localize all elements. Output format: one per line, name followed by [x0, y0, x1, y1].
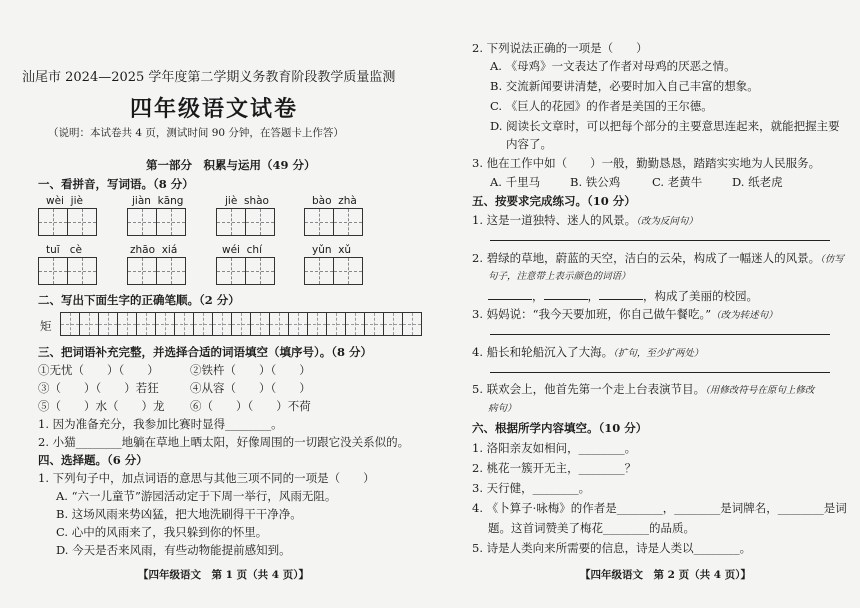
fill-sentence: ， ， ，构成了美丽的校园。: [488, 287, 758, 304]
choice-option: A. 千里马: [490, 175, 541, 189]
writing-grid[interactable]: [127, 257, 186, 285]
exam-page-2: [430, 0, 860, 608]
choice-option: B. 铁公鸡: [570, 175, 621, 189]
fill-question: 1. 因为准备充分，我参加比赛时显得________。: [38, 417, 283, 431]
idiom-item: ②铁杵（ ）（ ）: [190, 363, 311, 377]
fill-question: 2. 小猫________地躺在草地上晒太阳，好像周围的一切跟它没关系似的。: [38, 435, 410, 449]
choice-option: C. 心中的风雨来了，我只躲到你的怀里。: [56, 525, 268, 539]
answer-line[interactable]: [490, 334, 830, 335]
pinyin-label: jiè shào: [225, 195, 269, 207]
exam-instruction: （说明：本试卷共 4 页，测试时间 90 分钟，在答题卡上作答）: [48, 127, 344, 139]
idiom-item: ③（ ）（ ）若狂: [38, 381, 159, 395]
exercise-question: 4. 船长和轮船沉入了大海。（扩句，至少扩两处）: [472, 345, 704, 359]
writing-grid[interactable]: [304, 257, 363, 285]
choice-question: 2. 下列说法正确的一项是（ ）: [472, 41, 648, 55]
section5-heading: 五、按要求完成练习。（10 分）: [472, 194, 636, 208]
pinyin-label: tuī cè: [46, 244, 82, 256]
exercise-hint: 句子，注意带上表示颜色的词语）: [488, 271, 631, 282]
section6-heading: 六、根据所学内容填空。（10 分）: [472, 421, 648, 435]
idiom-item: ⑥（ ）（ ）不荷: [190, 399, 311, 413]
writing-grid[interactable]: [304, 208, 363, 236]
page-footer: 【四年级语文 第 2 页（共 4 页）】: [580, 569, 751, 581]
poem-fill: 3. 天行健，________。: [472, 481, 591, 495]
choice-question: 1. 下列句子中，加点词语的意思与其他三项不同的一项是（ ）: [38, 471, 375, 485]
writing-grid[interactable]: [216, 208, 275, 236]
choice-option: A. “六一儿童节”游园活动定于下周一举行，风雨无阻。: [56, 489, 337, 503]
writing-grid[interactable]: [38, 208, 97, 236]
stroke-order-grid[interactable]: [60, 312, 422, 336]
idiom-item: ①无忧（ ）（ ）: [38, 363, 159, 377]
exercise-question: 1. 这是一道独特、迷人的风景。（改为反问句）: [472, 213, 698, 227]
choice-option: B. 这场风雨来势凶猛，把大地洗刷得干干净净。: [56, 507, 302, 521]
pinyin-label: wéi chí: [222, 244, 263, 256]
answer-line[interactable]: [490, 372, 830, 373]
choice-option: D. 阅读长文章时，可以把每个部分的主要意思连起来，就能把握主要: [490, 119, 840, 133]
choice-option: C. 老黄牛: [652, 175, 703, 189]
exercise-hint: 病句）: [488, 403, 517, 414]
exercise-question: 3. 妈妈说：“我今天要加班，你自己做午餐吃。”（改为转述句）: [472, 307, 778, 321]
pinyin-label: wèi jiè: [46, 195, 83, 207]
exam-title: 四年级语文试卷: [130, 96, 299, 122]
exercise-question: 5. 联欢会上，他首先第一个走上台表演节目。（用修改符号在原句上修改: [472, 382, 815, 396]
writing-grid[interactable]: [127, 208, 186, 236]
poem-fill: 1. 洛阳亲友如相问，________。: [472, 441, 637, 455]
idiom-item: ⑤（ ）水（ ）龙: [38, 399, 165, 413]
section1-heading: 一、看拼音，写词语。（8 分）: [38, 177, 194, 191]
answer-line[interactable]: [490, 240, 830, 241]
choice-option: C. 《巨人的花园》的作者是美国的王尔德。: [490, 99, 713, 113]
poem-fill: 5. 诗是人类向来所需要的信息，诗是人类以________。: [472, 541, 752, 555]
exam-header: 汕尾市 2024—2025 学年度第二学期义务教育阶段教学质量监测: [22, 70, 396, 85]
exercise-question: 2. 碧绿的草地，蔚蓝的天空，洁白的云朵，构成了一幅迷人的风景。（仿写: [472, 251, 844, 265]
choice-question: 3. 他在工作中如（ ）一般，勤勤恳恳，踏踏实实地为人民服务。: [472, 156, 821, 170]
poem-fill: 4. 《卜算子·咏梅》的作者是________，________是词牌名，________是词: [472, 501, 847, 515]
pinyin-label: zhāo xiá: [130, 244, 178, 256]
poem-fill: 题。这首词赞美了梅花________的品质。: [488, 521, 695, 535]
poem-fill: 2. 桃花一簇开无主，________？: [472, 461, 637, 475]
writing-grid[interactable]: [216, 257, 275, 285]
choice-option: D. 纸老虎: [732, 175, 783, 189]
pinyin-label: bào zhà: [312, 195, 357, 207]
section3-heading: 三、把词语补充完整，并选择合适的词语填空（填序号）。（8 分）: [38, 345, 373, 359]
section2-heading: 二、写出下面生字的正确笔顺。（2 分）: [38, 293, 240, 307]
idiom-item: ④从容（ ）（ ）: [190, 381, 311, 395]
page-footer: 【四年级语文 第 1 页（共 4 页）】: [138, 569, 309, 581]
choice-option: A. 《母鸡》一文表达了作者对母鸡的厌恶之情。: [490, 59, 736, 73]
choice-option-cont: 内容了。: [506, 137, 552, 151]
choice-option: B. 交流新闻要讲清楚，必要时加入自己丰富的想象。: [490, 79, 759, 93]
choice-option: D. 今天是否来风雨，有些动物能提前感知到。: [56, 543, 291, 557]
writing-grid[interactable]: [38, 257, 97, 285]
stroke-order-char: 矩: [40, 319, 52, 333]
pinyin-label: yǔn xǔ: [312, 244, 352, 256]
part1-heading: 第一部分 积累与运用（49 分）: [146, 158, 316, 172]
section4-heading: 四、选择题。（6 分）: [38, 453, 148, 467]
pinyin-label: jiàn kāng: [132, 195, 184, 207]
